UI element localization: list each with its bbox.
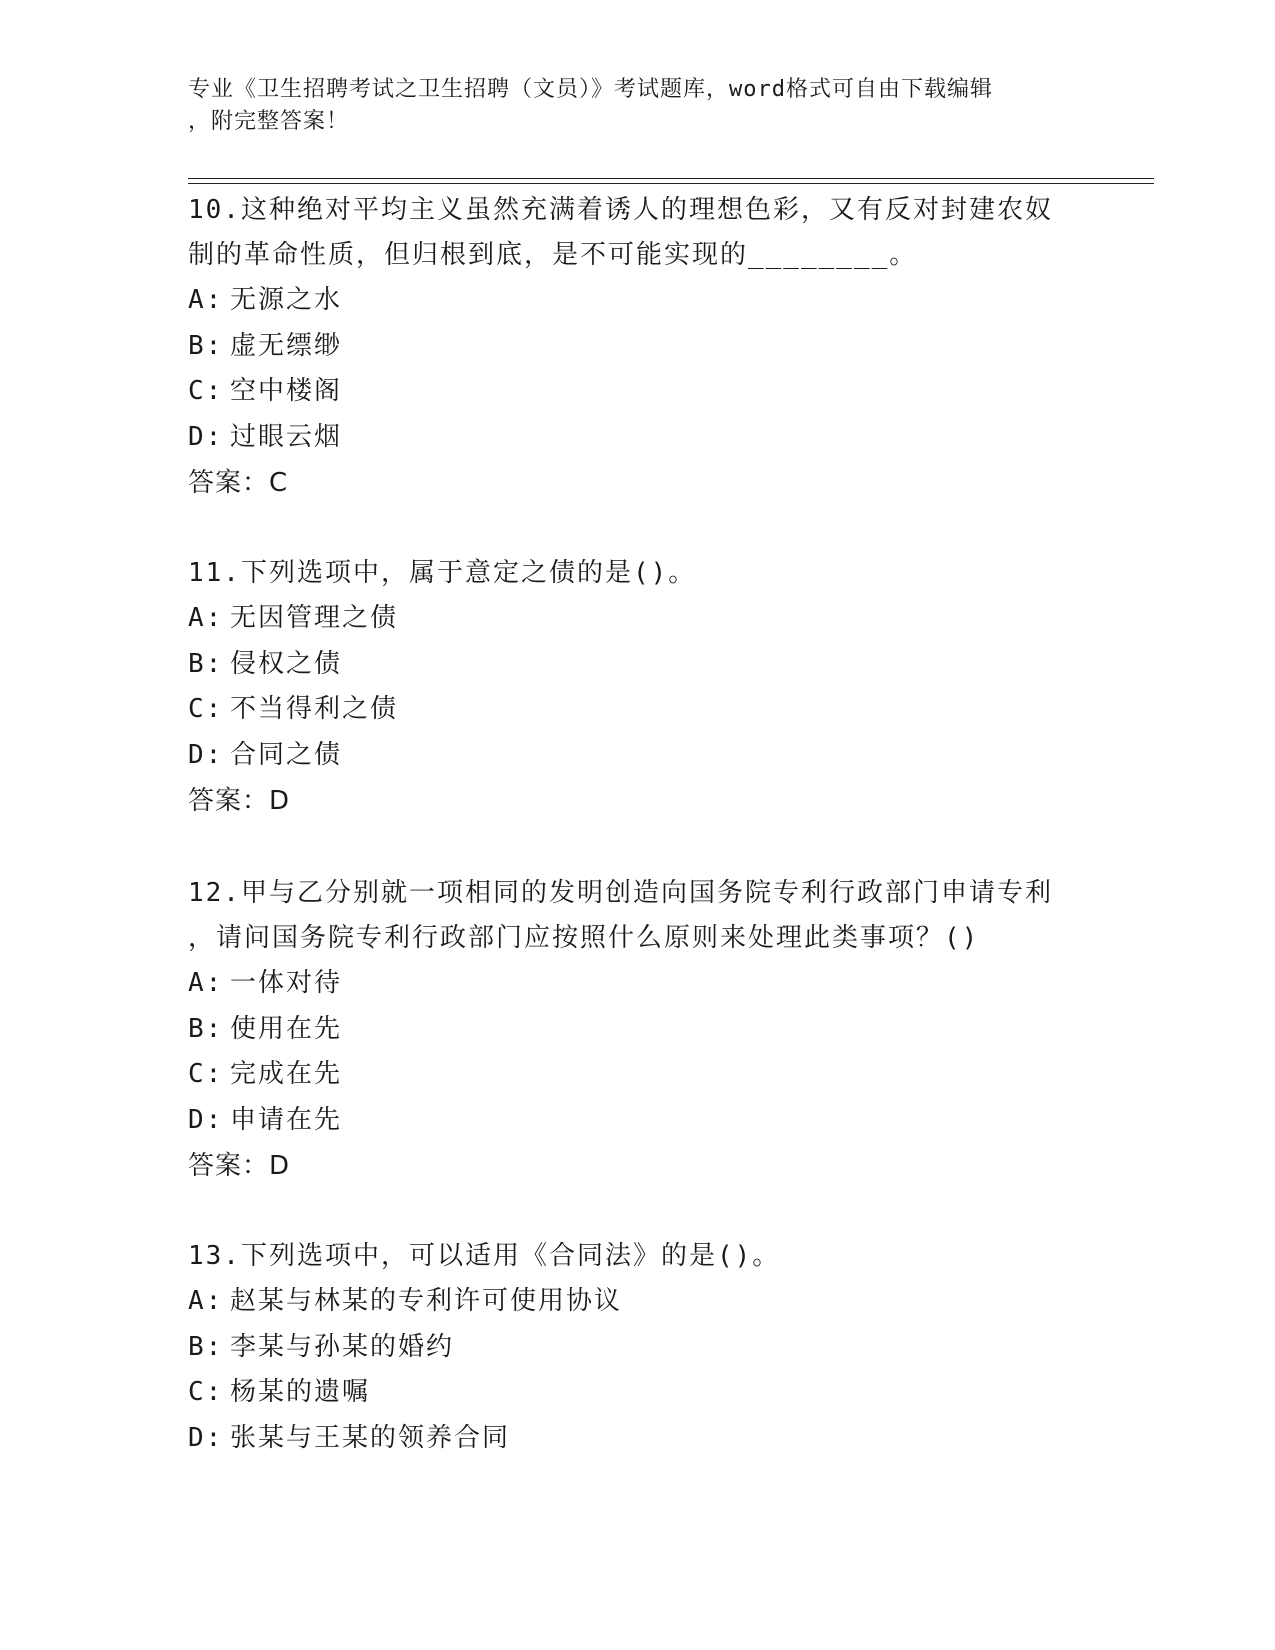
header-divider-bottom	[188, 183, 1154, 184]
option-c	[188, 1370, 1088, 1416]
option-letter: C:	[188, 1377, 224, 1407]
option-c	[188, 1052, 1088, 1098]
option-a	[188, 961, 1088, 1007]
option-text: 申请在先	[230, 1104, 343, 1135]
question-stem: 13.下列选项中，可以适用《合同法》的是()。	[188, 1241, 781, 1271]
answer-line: 答案：C	[188, 468, 289, 498]
header-title-line-1: 专业《卫生招聘考试之卫生招聘（文员）》考试题库，word格式可自由下载编辑	[188, 77, 993, 102]
question-13	[188, 1234, 1088, 1461]
option-letter: C:	[188, 694, 224, 724]
option-text: 无源之水	[230, 285, 343, 315]
option-letter: B:	[188, 330, 224, 361]
question-10	[188, 188, 1088, 506]
option-text: 侵权之债	[230, 648, 343, 679]
option-text: 合同之债	[230, 739, 343, 770]
option-letter: C:	[188, 1059, 224, 1089]
option-text: 张某与王某的领养合同	[230, 1422, 511, 1453]
option-text: 使用在先	[230, 1013, 343, 1044]
document-header	[188, 74, 1088, 138]
option-letter: B:	[188, 648, 224, 679]
option-letter: B:	[188, 1013, 224, 1044]
option-letter: D:	[188, 1104, 224, 1135]
option-text: 无因管理之债	[230, 603, 399, 633]
option-b	[188, 1325, 1088, 1371]
option-d	[188, 1416, 1088, 1462]
option-letter: D:	[188, 739, 224, 770]
option-letter: C:	[188, 376, 224, 406]
question-stem-continued: 制的革命性质，但归根到底，是不可能实现的________。	[188, 240, 918, 270]
header-divider-top	[188, 178, 1154, 179]
option-letter: A:	[188, 968, 224, 998]
option-letter: D:	[188, 1422, 224, 1453]
option-text: 李某与孙某的婚约	[230, 1331, 455, 1362]
option-letter: D:	[188, 421, 224, 452]
option-text: 杨某的遗嘱	[230, 1377, 371, 1407]
question-stem: 12.甲与乙分别就一项相同的发明创造向国务院专利行政部门申请专利	[188, 878, 1053, 908]
option-text: 空中楼阁	[230, 376, 343, 406]
option-d	[188, 1098, 1088, 1144]
option-letter: A:	[188, 603, 224, 633]
answer-line: 答案：D	[188, 786, 291, 816]
question-stem: 11.下列选项中，属于意定之债的是()。	[188, 558, 697, 588]
answer-line: 答案：D	[188, 1151, 291, 1181]
option-text: 完成在先	[230, 1059, 343, 1089]
option-text: 赵某与林某的专利许可使用协议	[230, 1286, 623, 1316]
option-c	[188, 369, 1088, 415]
option-d	[188, 733, 1088, 779]
option-a	[188, 1279, 1088, 1325]
question-stem-continued: ，请问国务院专利行政部门应按照什么原则来处理此类事项？()	[188, 923, 980, 953]
option-letter: A:	[188, 285, 224, 315]
question-stem: 10.这种绝对平均主义虽然充满着诱人的理想色彩，又有反对封建农奴	[188, 195, 1053, 225]
option-letter: A:	[188, 1286, 224, 1316]
option-text: 一体对待	[230, 968, 343, 998]
option-a	[188, 278, 1088, 324]
option-text: 虚无缥缈	[230, 330, 343, 361]
option-text: 不当得利之债	[230, 694, 399, 724]
option-b	[188, 324, 1088, 370]
question-11	[188, 551, 1088, 824]
option-c	[188, 687, 1088, 733]
question-12	[188, 871, 1088, 1189]
option-letter: B:	[188, 1331, 224, 1362]
option-d	[188, 415, 1088, 461]
option-b	[188, 1007, 1088, 1053]
option-b	[188, 642, 1088, 688]
header-title-line-2: ，附完整答案！	[188, 109, 350, 134]
option-text: 过眼云烟	[230, 421, 343, 452]
option-a	[188, 596, 1088, 642]
